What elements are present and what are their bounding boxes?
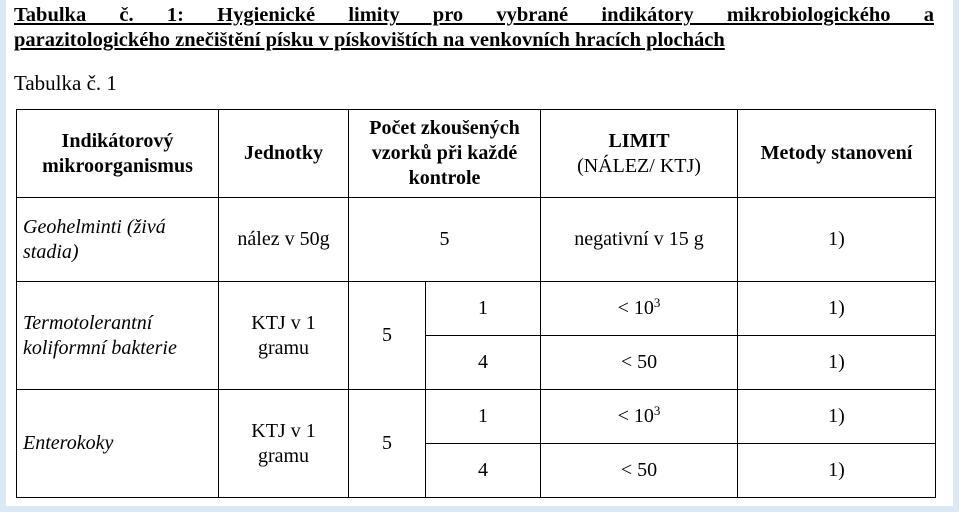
caption-line-1: Tabulka č. 1: Hygienické limity pro vybrané indikátory mikrobiologického a — [14, 4, 934, 26]
count-cell: 4 — [426, 444, 541, 498]
table-row — [17, 390, 936, 444]
header-samples: Počet zkoušených vzorků při každé kontrole — [349, 110, 541, 198]
units-cell: KTJ v 1 gramu — [219, 282, 349, 390]
units-cell: KTJ v 1 gramu — [219, 390, 349, 498]
limit-value: < 10 — [617, 297, 654, 319]
count-cell: 1 — [426, 282, 541, 336]
caption-line-2: parazitologického znečištění písku v pískovištích na venkovních hracích plochách — [14, 29, 725, 51]
samples-cell: 5 — [349, 282, 426, 390]
count-cell: 1 — [426, 390, 541, 444]
header-limit-title: LIMIT — [608, 129, 670, 152]
table-caption — [14, 3, 934, 53]
limit-value: < 50 — [620, 351, 658, 373]
method-cell: 1) — [738, 282, 936, 336]
method-cell: 1) — [738, 336, 936, 390]
header-indicator: Indikátorový mikroorganismus — [17, 110, 219, 198]
indicator-cell: Termotolerantní koliformní bakterie — [17, 282, 219, 390]
header-limit-sub: (NÁLEZ/ KTJ) — [577, 154, 701, 177]
table-label: Tabulka č. 1 — [14, 71, 117, 95]
samples-cell: 5 — [349, 390, 426, 498]
method-cell: 1) — [738, 390, 936, 444]
limit-cell — [541, 336, 738, 390]
limit-value: < 50 — [620, 459, 658, 481]
limit-cell — [541, 282, 738, 336]
limit-exponent: 3 — [653, 295, 661, 310]
samples-cell: 5 — [349, 198, 541, 282]
limit-cell — [541, 390, 738, 444]
indicator-cell: Geohelminti (živá stadia) — [17, 198, 219, 282]
indicator-cell: Enterokoky — [17, 390, 219, 498]
limit-cell: negativní v 15 g — [541, 198, 738, 282]
table-row — [17, 198, 936, 282]
header-row — [17, 110, 936, 198]
limit-exponent: 3 — [653, 403, 661, 418]
method-cell: 1) — [738, 444, 936, 498]
units-cell: nález v 50g — [219, 198, 349, 282]
method-cell: 1) — [738, 198, 936, 282]
hygienic-limits-table — [16, 109, 936, 498]
limit-value: < 10 — [617, 405, 654, 427]
header-methods: Metody stanovení — [738, 110, 936, 198]
limit-cell — [541, 444, 738, 498]
header-units: Jednotky — [219, 110, 349, 198]
header-limit — [541, 110, 738, 198]
table-row — [17, 282, 936, 336]
count-cell: 4 — [426, 336, 541, 390]
